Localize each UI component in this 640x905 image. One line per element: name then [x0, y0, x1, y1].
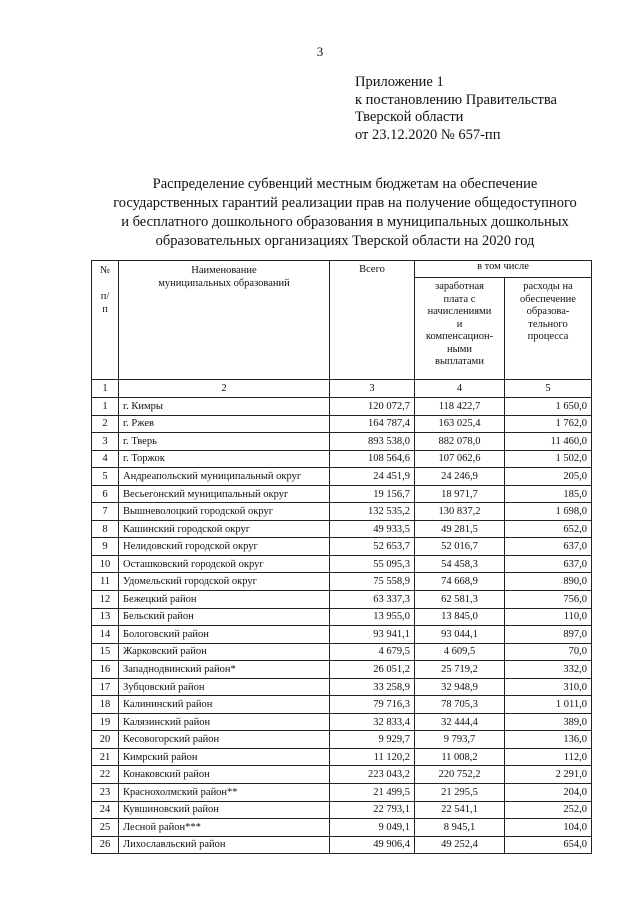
cell-n: 17 — [92, 678, 119, 696]
cell-total: 63 337,3 — [330, 591, 415, 609]
cell-salary: 54 458,3 — [415, 555, 505, 573]
column-number: 1 — [92, 380, 119, 398]
table-row — [92, 591, 592, 609]
cell-name: Осташковский городской округ — [119, 555, 330, 573]
cell-name: Бологовский район — [119, 626, 330, 644]
cell-n: 8 — [92, 520, 119, 538]
table-row — [92, 573, 592, 591]
cell-total: 49 906,4 — [330, 836, 415, 854]
table-row — [92, 836, 592, 854]
cell-total: 26 051,2 — [330, 661, 415, 679]
cell-salary: 18 971,7 — [415, 485, 505, 503]
cell-name: Кашинский городской округ — [119, 520, 330, 538]
cell-total: 9 929,7 — [330, 731, 415, 749]
column-number: 4 — [415, 380, 505, 398]
cell-name: Кесовогорский район — [119, 731, 330, 749]
subventions-table — [91, 260, 592, 854]
table-row — [92, 661, 592, 679]
column-number: 3 — [330, 380, 415, 398]
cell-expenses: 890,0 — [505, 573, 592, 591]
cell-n: 20 — [92, 731, 119, 749]
cell-n: 22 — [92, 766, 119, 784]
table-row — [92, 398, 592, 416]
cell-expenses: 652,0 — [505, 520, 592, 538]
header-salary: заработная плата с начислениями и компенсацион- ными выплатами — [415, 278, 505, 380]
column-number: 2 — [119, 380, 330, 398]
cell-expenses: 637,0 — [505, 538, 592, 556]
title-line: государственных гарантий реализации прав на получение общедоступного — [113, 195, 577, 211]
table-row — [92, 748, 592, 766]
cell-expenses: 70,0 — [505, 643, 592, 661]
cell-name: Зубцовский район — [119, 678, 330, 696]
cell-total: 52 653,7 — [330, 538, 415, 556]
cell-n: 21 — [92, 748, 119, 766]
cell-n: 18 — [92, 696, 119, 714]
cell-name: Удомельский городской округ — [119, 573, 330, 591]
cell-expenses: 2 291,0 — [505, 766, 592, 784]
cell-expenses: 1 502,0 — [505, 450, 592, 468]
cell-expenses: 110,0 — [505, 608, 592, 626]
cell-total: 79 716,3 — [330, 696, 415, 714]
cell-expenses: 1 011,0 — [505, 696, 592, 714]
cell-salary: 24 246,9 — [415, 468, 505, 486]
title-line: и бесплатного дошкольного образования в муниципальных дошкольных — [121, 214, 569, 230]
cell-n: 1 — [92, 398, 119, 416]
cell-total: 9 049,1 — [330, 819, 415, 837]
cell-total: 164 787,4 — [330, 415, 415, 433]
table-row — [92, 450, 592, 468]
table-row — [92, 731, 592, 749]
table-row — [92, 784, 592, 802]
cell-expenses: 1 762,0 — [505, 415, 592, 433]
table-row — [92, 819, 592, 837]
cell-name: Вышневолоцкий городской округ — [119, 503, 330, 521]
cell-n: 15 — [92, 643, 119, 661]
cell-n: 3 — [92, 433, 119, 451]
cell-expenses: 112,0 — [505, 748, 592, 766]
table-row — [92, 626, 592, 644]
document-title — [60, 175, 630, 251]
cell-n: 6 — [92, 485, 119, 503]
cell-salary: 32 948,9 — [415, 678, 505, 696]
cell-name: Калининский район — [119, 696, 330, 714]
table-row — [92, 468, 592, 486]
cell-total: 11 120,2 — [330, 748, 415, 766]
header-total: Всего — [330, 261, 415, 380]
cell-n: 5 — [92, 468, 119, 486]
table-row — [92, 678, 592, 696]
cell-expenses: 637,0 — [505, 555, 592, 573]
cell-expenses: 204,0 — [505, 784, 592, 802]
cell-name: г. Торжок — [119, 450, 330, 468]
cell-name: Бежецкий район — [119, 591, 330, 609]
cell-total: 49 933,5 — [330, 520, 415, 538]
cell-expenses: 252,0 — [505, 801, 592, 819]
cell-n: 19 — [92, 713, 119, 731]
cell-name: г. Кимры — [119, 398, 330, 416]
table-row — [92, 713, 592, 731]
table-row — [92, 643, 592, 661]
cell-salary: 49 252,4 — [415, 836, 505, 854]
table-row — [92, 608, 592, 626]
cell-total: 21 499,5 — [330, 784, 415, 802]
table-row — [92, 415, 592, 433]
cell-total: 4 679,5 — [330, 643, 415, 661]
cell-n: 23 — [92, 784, 119, 802]
cell-name: Калязинский район — [119, 713, 330, 731]
header-name: Наименование муниципальных образований — [119, 261, 330, 380]
appendix-line: от 23.12.2020 № 657-пп — [355, 126, 501, 143]
cell-salary: 220 752,2 — [415, 766, 505, 784]
cell-expenses: 654,0 — [505, 836, 592, 854]
header-including: в том числе — [415, 261, 592, 278]
cell-n: 11 — [92, 573, 119, 591]
cell-name: г. Ржев — [119, 415, 330, 433]
cell-name: Андреапольский муниципальный округ — [119, 468, 330, 486]
cell-salary: 11 008,2 — [415, 748, 505, 766]
cell-expenses: 136,0 — [505, 731, 592, 749]
cell-salary: 52 016,7 — [415, 538, 505, 556]
cell-n: 12 — [92, 591, 119, 609]
cell-name: Западнодвинский район* — [119, 661, 330, 679]
table-row — [92, 696, 592, 714]
cell-expenses: 205,0 — [505, 468, 592, 486]
table-row — [92, 485, 592, 503]
appendix-line: Приложение 1 — [355, 74, 444, 90]
cell-total: 33 258,9 — [330, 678, 415, 696]
cell-name: Кимрский район — [119, 748, 330, 766]
cell-salary: 4 609,5 — [415, 643, 505, 661]
cell-n: 7 — [92, 503, 119, 521]
cell-name: Весьегонский муниципальный округ — [119, 485, 330, 503]
column-number-row — [92, 380, 592, 398]
cell-n: 16 — [92, 661, 119, 679]
cell-n: 14 — [92, 626, 119, 644]
table-row — [92, 520, 592, 538]
cell-total: 132 535,2 — [330, 503, 415, 521]
cell-total: 19 156,7 — [330, 485, 415, 503]
cell-salary: 25 719,2 — [415, 661, 505, 679]
cell-name: Лесной район*** — [119, 819, 330, 837]
cell-salary: 21 295,5 — [415, 784, 505, 802]
cell-n: 26 — [92, 836, 119, 854]
cell-total: 93 941,1 — [330, 626, 415, 644]
cell-expenses: 1 698,0 — [505, 503, 592, 521]
cell-expenses: 310,0 — [505, 678, 592, 696]
cell-total: 223 043,2 — [330, 766, 415, 784]
cell-total: 893 538,0 — [330, 433, 415, 451]
cell-total: 24 451,9 — [330, 468, 415, 486]
cell-salary: 32 444,4 — [415, 713, 505, 731]
page-number: 3 — [316, 44, 324, 59]
cell-salary: 9 793,7 — [415, 731, 505, 749]
cell-salary: 118 422,7 — [415, 398, 505, 416]
cell-n: 13 — [92, 608, 119, 626]
cell-expenses: 104,0 — [505, 819, 592, 837]
cell-name: Лихославльский район — [119, 836, 330, 854]
table-row — [92, 766, 592, 784]
cell-total: 13 955,0 — [330, 608, 415, 626]
cell-total: 22 793,1 — [330, 801, 415, 819]
table-row — [92, 555, 592, 573]
cell-salary: 49 281,5 — [415, 520, 505, 538]
cell-salary: 107 062,6 — [415, 450, 505, 468]
cell-total: 108 564,6 — [330, 450, 415, 468]
cell-total: 120 072,7 — [330, 398, 415, 416]
cell-total: 75 558,9 — [330, 573, 415, 591]
appendix-line: к постановлению Правительства — [355, 91, 557, 108]
column-number: 5 — [505, 380, 592, 398]
cell-name: Краснохолмский район** — [119, 784, 330, 802]
cell-name: Нелидовский городской округ — [119, 538, 330, 556]
cell-total: 55 095,3 — [330, 555, 415, 573]
cell-name: Бельский район — [119, 608, 330, 626]
cell-expenses: 897,0 — [505, 626, 592, 644]
cell-n: 9 — [92, 538, 119, 556]
cell-n: 24 — [92, 801, 119, 819]
cell-name: г. Тверь — [119, 433, 330, 451]
cell-name: Конаковский район — [119, 766, 330, 784]
cell-name: Жарковский район — [119, 643, 330, 661]
cell-expenses: 389,0 — [505, 713, 592, 731]
cell-expenses: 185,0 — [505, 485, 592, 503]
cell-salary: 8 945,1 — [415, 819, 505, 837]
cell-n: 4 — [92, 450, 119, 468]
cell-name: Кувшиновский район — [119, 801, 330, 819]
cell-salary: 78 705,3 — [415, 696, 505, 714]
cell-expenses: 332,0 — [505, 661, 592, 679]
appendix-line: Тверской области — [355, 109, 464, 125]
table-row — [92, 801, 592, 819]
table-row — [92, 538, 592, 556]
cell-expenses: 756,0 — [505, 591, 592, 609]
header-expenses: расходы на обеспечение образова- тельного процесса — [505, 278, 592, 380]
cell-salary: 163 025,4 — [415, 415, 505, 433]
cell-expenses: 1 650,0 — [505, 398, 592, 416]
cell-salary: 22 541,1 — [415, 801, 505, 819]
title-line: Распределение субвенций местным бюджетам на обеспечение — [152, 176, 538, 192]
cell-salary: 74 668,9 — [415, 573, 505, 591]
cell-total: 32 833,4 — [330, 713, 415, 731]
title-line: образовательных организациях Тверской области на 2020 год — [155, 233, 535, 249]
cell-salary: 93 044,1 — [415, 626, 505, 644]
table-row — [92, 433, 592, 451]
cell-salary: 13 845,0 — [415, 608, 505, 626]
cell-salary: 882 078,0 — [415, 433, 505, 451]
cell-expenses: 11 460,0 — [505, 433, 592, 451]
header-number: № п/ п — [92, 261, 119, 380]
cell-n: 2 — [92, 415, 119, 433]
cell-n: 10 — [92, 555, 119, 573]
appendix-reference — [355, 74, 557, 144]
table-row — [92, 503, 592, 521]
cell-n: 25 — [92, 819, 119, 837]
cell-salary: 62 581,3 — [415, 591, 505, 609]
cell-salary: 130 837,2 — [415, 503, 505, 521]
